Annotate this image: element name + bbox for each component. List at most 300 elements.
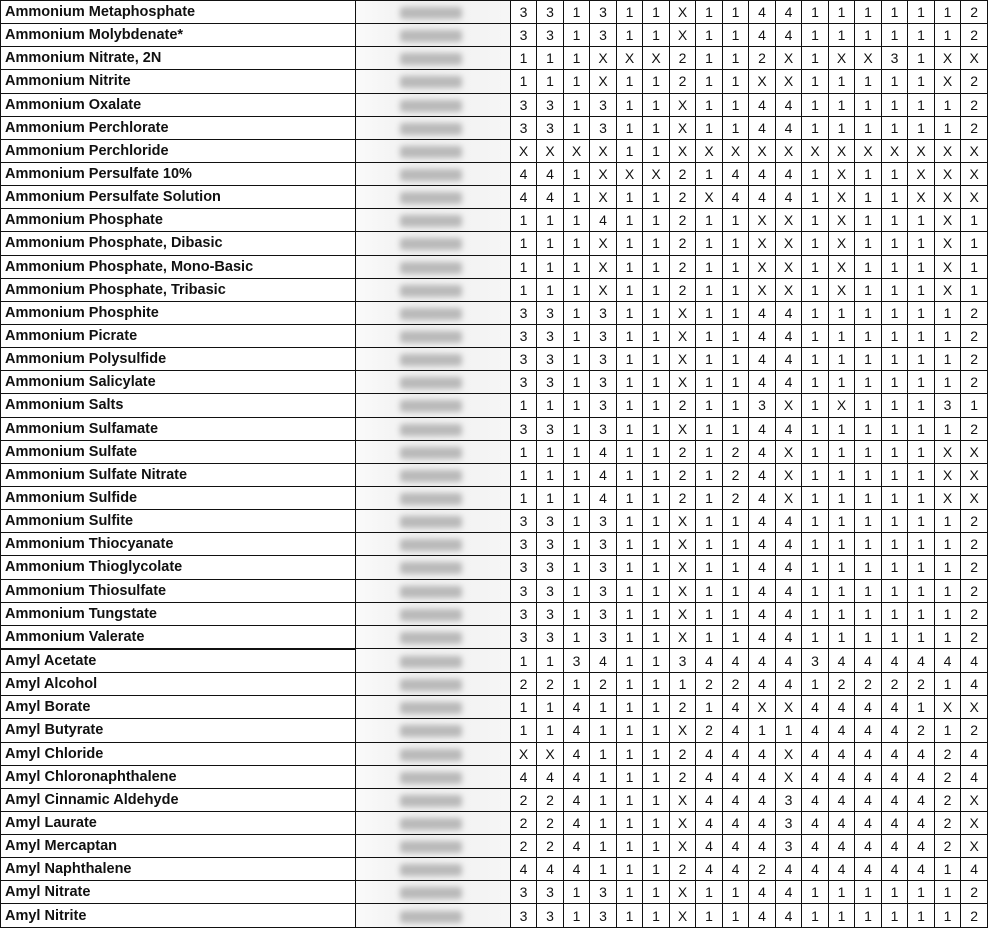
rating-cell: 1 bbox=[537, 696, 564, 719]
rating-cell: X bbox=[934, 47, 961, 70]
rating-cell: 1 bbox=[722, 70, 749, 93]
rating-cell: 1 bbox=[908, 510, 935, 533]
rating-cell: 2 bbox=[908, 719, 935, 742]
rating-cell: 1 bbox=[563, 301, 590, 324]
rating-cell: 1 bbox=[696, 417, 723, 440]
rating-cell: 3 bbox=[775, 835, 802, 858]
rating-cell: 2 bbox=[961, 533, 988, 556]
rating-cell: X bbox=[934, 70, 961, 93]
redacted-cas-number bbox=[356, 162, 510, 185]
rating-cell: 4 bbox=[696, 811, 723, 834]
rating-cell: 4 bbox=[881, 719, 908, 742]
redacted-cas-number bbox=[356, 139, 510, 162]
rating-cell: X bbox=[669, 1, 696, 24]
rating-cell: 1 bbox=[881, 255, 908, 278]
rating-cell: 1 bbox=[802, 673, 829, 696]
redacted-cas-number bbox=[356, 835, 510, 858]
rating-cell: 1 bbox=[696, 394, 723, 417]
rating-cell: 4 bbox=[828, 811, 855, 834]
redacted-cas-number bbox=[356, 673, 510, 696]
rating-cell: 1 bbox=[828, 93, 855, 116]
rating-cell: X bbox=[775, 742, 802, 765]
rating-cell: 3 bbox=[590, 510, 617, 533]
rating-cell: 1 bbox=[881, 232, 908, 255]
rating-cell: 3 bbox=[590, 533, 617, 556]
rating-cell: 2 bbox=[669, 486, 696, 509]
rating-cell: X bbox=[669, 556, 696, 579]
rating-cell: 4 bbox=[749, 673, 776, 696]
rating-cell: 4 bbox=[696, 835, 723, 858]
rating-cell: 4 bbox=[749, 742, 776, 765]
blurred-text bbox=[400, 215, 462, 227]
rating-cell: 1 bbox=[722, 394, 749, 417]
rating-cell: X bbox=[510, 139, 537, 162]
rating-cell: 3 bbox=[510, 533, 537, 556]
rating-cell: 1 bbox=[828, 881, 855, 904]
rating-cell: X bbox=[881, 139, 908, 162]
rating-cell: 4 bbox=[696, 765, 723, 788]
rating-cell: 1 bbox=[616, 278, 643, 301]
rating-cell: 3 bbox=[537, 556, 564, 579]
rating-cell: 4 bbox=[802, 811, 829, 834]
rating-cell: X bbox=[563, 139, 590, 162]
rating-cell: 1 bbox=[696, 556, 723, 579]
rating-cell: 1 bbox=[722, 904, 749, 927]
rating-cell: 1 bbox=[881, 162, 908, 185]
rating-cell: 1 bbox=[643, 742, 670, 765]
rating-cell: 4 bbox=[908, 649, 935, 673]
redacted-cas-number bbox=[356, 301, 510, 324]
rating-cell: 1 bbox=[961, 278, 988, 301]
rating-cell: 1 bbox=[643, 625, 670, 649]
rating-cell: 4 bbox=[749, 24, 776, 47]
blurred-text bbox=[400, 749, 462, 761]
rating-cell: X bbox=[643, 47, 670, 70]
rating-cell: 1 bbox=[510, 719, 537, 742]
rating-cell: 1 bbox=[881, 93, 908, 116]
rating-cell: 1 bbox=[643, 139, 670, 162]
rating-cell: 4 bbox=[908, 811, 935, 834]
rating-cell: 1 bbox=[722, 324, 749, 347]
rating-cell: X bbox=[828, 209, 855, 232]
rating-cell: 4 bbox=[775, 186, 802, 209]
rating-cell: X bbox=[934, 162, 961, 185]
rating-cell: 1 bbox=[616, 858, 643, 881]
rating-cell: 4 bbox=[775, 881, 802, 904]
blurred-text bbox=[400, 262, 462, 274]
rating-cell: 4 bbox=[855, 742, 882, 765]
chemical-name: Ammonium Salts bbox=[1, 394, 356, 417]
rating-cell: 1 bbox=[590, 719, 617, 742]
rating-cell: 1 bbox=[616, 324, 643, 347]
table-row bbox=[1, 116, 988, 139]
rating-cell: 1 bbox=[590, 742, 617, 765]
rating-cell: 3 bbox=[590, 579, 617, 602]
rating-cell: 2 bbox=[669, 394, 696, 417]
rating-cell: 3 bbox=[537, 116, 564, 139]
rating-cell: 1 bbox=[722, 1, 749, 24]
chemical-name: Ammonium Salicylate bbox=[1, 371, 356, 394]
blurred-text bbox=[400, 562, 462, 574]
rating-cell: 1 bbox=[537, 463, 564, 486]
rating-cell: 4 bbox=[749, 186, 776, 209]
rating-cell: 2 bbox=[961, 579, 988, 602]
rating-cell: 1 bbox=[802, 70, 829, 93]
rating-cell: 1 bbox=[643, 533, 670, 556]
rating-cell: 1 bbox=[643, 186, 670, 209]
rating-cell: 3 bbox=[537, 348, 564, 371]
rating-cell: X bbox=[669, 788, 696, 811]
rating-cell: 1 bbox=[616, 510, 643, 533]
rating-cell: 2 bbox=[510, 673, 537, 696]
rating-cell: 1 bbox=[696, 278, 723, 301]
rating-cell: 1 bbox=[590, 765, 617, 788]
redacted-cas-number bbox=[356, 881, 510, 904]
rating-cell: X bbox=[669, 348, 696, 371]
rating-cell: 1 bbox=[855, 278, 882, 301]
rating-cell: X bbox=[749, 139, 776, 162]
rating-cell: 4 bbox=[855, 719, 882, 742]
rating-cell: 1 bbox=[908, 24, 935, 47]
rating-cell: 1 bbox=[616, 301, 643, 324]
rating-cell: 4 bbox=[775, 417, 802, 440]
rating-cell: 4 bbox=[563, 788, 590, 811]
rating-cell: 1 bbox=[563, 533, 590, 556]
rating-cell: 1 bbox=[828, 579, 855, 602]
rating-cell: 4 bbox=[749, 510, 776, 533]
rating-cell: 1 bbox=[908, 579, 935, 602]
rating-cell: 1 bbox=[934, 417, 961, 440]
rating-cell: 1 bbox=[616, 625, 643, 649]
rating-cell: 1 bbox=[616, 255, 643, 278]
blurred-text bbox=[400, 470, 462, 482]
rating-cell: 2 bbox=[881, 673, 908, 696]
rating-cell: 1 bbox=[934, 881, 961, 904]
rating-cell: X bbox=[669, 533, 696, 556]
rating-cell: 2 bbox=[669, 186, 696, 209]
blurred-text bbox=[400, 702, 462, 714]
chemical-name: Ammonium Sulfide bbox=[1, 486, 356, 509]
chemical-name: Ammonium Metaphosphate bbox=[1, 1, 356, 24]
rating-cell: 4 bbox=[828, 649, 855, 673]
chemical-name: Ammonium Phosphate, Mono-Basic bbox=[1, 255, 356, 278]
rating-cell: 1 bbox=[510, 209, 537, 232]
rating-cell: 1 bbox=[643, 788, 670, 811]
rating-cell: 3 bbox=[510, 881, 537, 904]
redacted-cas-number bbox=[356, 186, 510, 209]
rating-cell: 4 bbox=[908, 788, 935, 811]
rating-cell: 4 bbox=[722, 765, 749, 788]
rating-cell: X bbox=[934, 186, 961, 209]
table-body bbox=[1, 1, 988, 928]
rating-cell: 4 bbox=[855, 649, 882, 673]
rating-cell: 4 bbox=[749, 301, 776, 324]
rating-cell: 2 bbox=[669, 232, 696, 255]
rating-cell: 1 bbox=[828, 556, 855, 579]
rating-cell: 1 bbox=[855, 533, 882, 556]
rating-cell: 4 bbox=[749, 486, 776, 509]
rating-cell: 2 bbox=[722, 486, 749, 509]
rating-cell: 1 bbox=[563, 70, 590, 93]
rating-cell: 1 bbox=[802, 232, 829, 255]
rating-cell: 3 bbox=[510, 93, 537, 116]
rating-cell: X bbox=[749, 278, 776, 301]
chemical-name: Amyl Mercaptan bbox=[1, 835, 356, 858]
rating-cell: 1 bbox=[828, 440, 855, 463]
chemical-name: Ammonium Nitrite bbox=[1, 70, 356, 93]
rating-cell: 4 bbox=[855, 835, 882, 858]
rating-cell: 1 bbox=[616, 116, 643, 139]
rating-cell: 2 bbox=[537, 673, 564, 696]
rating-cell: 3 bbox=[590, 1, 617, 24]
rating-cell: 1 bbox=[696, 881, 723, 904]
rating-cell: 1 bbox=[855, 625, 882, 649]
rating-cell: 1 bbox=[563, 93, 590, 116]
rating-cell: 1 bbox=[722, 93, 749, 116]
rating-cell: 1 bbox=[643, 93, 670, 116]
rating-cell: 1 bbox=[934, 301, 961, 324]
rating-cell: 1 bbox=[537, 70, 564, 93]
rating-cell: 4 bbox=[749, 162, 776, 185]
rating-cell: 3 bbox=[669, 649, 696, 673]
rating-cell: 1 bbox=[855, 70, 882, 93]
table-row bbox=[1, 904, 988, 927]
rating-cell: 2 bbox=[934, 788, 961, 811]
rating-cell: 3 bbox=[881, 47, 908, 70]
rating-cell: 4 bbox=[775, 904, 802, 927]
rating-cell: 1 bbox=[802, 278, 829, 301]
rating-cell: 1 bbox=[855, 881, 882, 904]
rating-cell: 4 bbox=[775, 625, 802, 649]
rating-cell: 1 bbox=[616, 742, 643, 765]
rating-cell: 1 bbox=[855, 209, 882, 232]
rating-cell: X bbox=[749, 255, 776, 278]
rating-cell: 1 bbox=[722, 579, 749, 602]
rating-cell: 1 bbox=[802, 162, 829, 185]
rating-cell: 1 bbox=[908, 348, 935, 371]
rating-cell: 1 bbox=[510, 486, 537, 509]
chemical-name: Ammonium Picrate bbox=[1, 324, 356, 347]
rating-cell: 1 bbox=[696, 510, 723, 533]
blurred-text bbox=[400, 609, 462, 621]
blurred-text bbox=[400, 516, 462, 528]
rating-cell: 4 bbox=[749, 649, 776, 673]
rating-cell: 4 bbox=[775, 510, 802, 533]
rating-cell: 3 bbox=[590, 301, 617, 324]
rating-cell: 4 bbox=[590, 649, 617, 673]
redacted-cas-number bbox=[356, 649, 510, 673]
rating-cell: 4 bbox=[775, 533, 802, 556]
rating-cell: 1 bbox=[696, 255, 723, 278]
rating-cell: 1 bbox=[828, 625, 855, 649]
rating-cell: 1 bbox=[563, 255, 590, 278]
chemical-name: Ammonium Sulfate bbox=[1, 440, 356, 463]
rating-cell: 1 bbox=[802, 904, 829, 927]
rating-cell: 1 bbox=[616, 24, 643, 47]
rating-cell: 1 bbox=[828, 533, 855, 556]
rating-cell: 1 bbox=[643, 602, 670, 625]
rating-cell: 4 bbox=[749, 625, 776, 649]
rating-cell: 1 bbox=[908, 116, 935, 139]
chemical-name: Ammonium Polysulfide bbox=[1, 348, 356, 371]
rating-cell: 2 bbox=[961, 70, 988, 93]
chemical-name: Ammonium Oxalate bbox=[1, 93, 356, 116]
rating-cell: 1 bbox=[855, 255, 882, 278]
rating-cell: 4 bbox=[802, 835, 829, 858]
rating-cell: 1 bbox=[908, 440, 935, 463]
rating-cell: 1 bbox=[696, 1, 723, 24]
rating-cell: 4 bbox=[775, 162, 802, 185]
rating-cell: 1 bbox=[696, 232, 723, 255]
rating-cell: 1 bbox=[881, 417, 908, 440]
rating-cell: 4 bbox=[749, 556, 776, 579]
redacted-cas-number bbox=[356, 533, 510, 556]
rating-cell: 2 bbox=[961, 116, 988, 139]
rating-cell: 4 bbox=[828, 858, 855, 881]
rating-cell: 1 bbox=[563, 579, 590, 602]
rating-cell: 4 bbox=[908, 742, 935, 765]
rating-cell: 1 bbox=[934, 348, 961, 371]
rating-cell: 3 bbox=[590, 556, 617, 579]
rating-cell: 1 bbox=[722, 255, 749, 278]
rating-cell: 1 bbox=[616, 93, 643, 116]
rating-cell: 4 bbox=[828, 835, 855, 858]
rating-cell: 1 bbox=[643, 673, 670, 696]
rating-cell: 3 bbox=[590, 881, 617, 904]
rating-cell: 1 bbox=[881, 510, 908, 533]
rating-cell: 2 bbox=[961, 348, 988, 371]
redacted-cas-number bbox=[356, 70, 510, 93]
rating-cell: X bbox=[696, 186, 723, 209]
table-row bbox=[1, 371, 988, 394]
rating-cell: 1 bbox=[590, 811, 617, 834]
rating-cell: 1 bbox=[616, 649, 643, 673]
rating-cell: 3 bbox=[510, 904, 537, 927]
rating-cell: 1 bbox=[696, 93, 723, 116]
rating-cell: X bbox=[775, 70, 802, 93]
rating-cell: 1 bbox=[802, 93, 829, 116]
rating-cell: X bbox=[590, 162, 617, 185]
rating-cell: 1 bbox=[934, 93, 961, 116]
rating-cell: 4 bbox=[908, 835, 935, 858]
rating-cell: X bbox=[510, 742, 537, 765]
rating-cell: 1 bbox=[908, 394, 935, 417]
rating-cell: 4 bbox=[775, 324, 802, 347]
rating-cell: 1 bbox=[510, 232, 537, 255]
rating-cell: 1 bbox=[802, 533, 829, 556]
rating-cell: X bbox=[590, 70, 617, 93]
rating-cell: 3 bbox=[537, 533, 564, 556]
redacted-cas-number bbox=[356, 24, 510, 47]
chemical-name: Ammonium Phosphite bbox=[1, 301, 356, 324]
rating-cell: 3 bbox=[510, 371, 537, 394]
rating-cell: 4 bbox=[855, 765, 882, 788]
rating-cell: 4 bbox=[722, 835, 749, 858]
rating-cell: 1 bbox=[722, 47, 749, 70]
chemical-name: Amyl Alcohol bbox=[1, 673, 356, 696]
rating-cell: X bbox=[775, 209, 802, 232]
blurred-text bbox=[400, 679, 462, 691]
table-row bbox=[1, 835, 988, 858]
rating-cell: 3 bbox=[537, 324, 564, 347]
rating-cell: 4 bbox=[828, 765, 855, 788]
rating-cell: 1 bbox=[563, 116, 590, 139]
blurred-text bbox=[400, 493, 462, 505]
rating-cell: 4 bbox=[563, 811, 590, 834]
table-row bbox=[1, 811, 988, 834]
rating-cell: 4 bbox=[775, 602, 802, 625]
rating-cell: X bbox=[669, 510, 696, 533]
rating-cell: 1 bbox=[934, 625, 961, 649]
rating-cell: 2 bbox=[669, 463, 696, 486]
rating-cell: 4 bbox=[749, 835, 776, 858]
rating-cell: 1 bbox=[722, 371, 749, 394]
blurred-text bbox=[400, 100, 462, 112]
rating-cell: 2 bbox=[590, 673, 617, 696]
rating-cell: 1 bbox=[934, 673, 961, 696]
blurred-text bbox=[400, 377, 462, 389]
table-row bbox=[1, 649, 988, 673]
chemical-name: Ammonium Sulfate Nitrate bbox=[1, 463, 356, 486]
rating-cell: 1 bbox=[908, 602, 935, 625]
rating-cell: 1 bbox=[934, 533, 961, 556]
rating-cell: X bbox=[961, 835, 988, 858]
rating-cell: 1 bbox=[643, 881, 670, 904]
rating-cell: 1 bbox=[828, 463, 855, 486]
rating-cell: 1 bbox=[510, 255, 537, 278]
rating-cell: 1 bbox=[563, 162, 590, 185]
rating-cell: X bbox=[643, 162, 670, 185]
rating-cell: 1 bbox=[696, 209, 723, 232]
blurred-text bbox=[400, 308, 462, 320]
rating-cell: X bbox=[669, 116, 696, 139]
rating-cell: 1 bbox=[590, 858, 617, 881]
chemical-name: Ammonium Tungstate bbox=[1, 602, 356, 625]
rating-cell: 4 bbox=[590, 209, 617, 232]
rating-cell: 3 bbox=[563, 649, 590, 673]
rating-cell: 2 bbox=[961, 881, 988, 904]
rating-cell: 4 bbox=[590, 486, 617, 509]
rating-cell: 2 bbox=[669, 70, 696, 93]
redacted-cas-number bbox=[356, 556, 510, 579]
chemical-name: Amyl Laurate bbox=[1, 811, 356, 834]
rating-cell: 2 bbox=[908, 673, 935, 696]
rating-cell: 1 bbox=[537, 719, 564, 742]
rating-cell: 1 bbox=[510, 47, 537, 70]
rating-cell: X bbox=[934, 278, 961, 301]
rating-cell: 4 bbox=[563, 858, 590, 881]
rating-cell: 1 bbox=[855, 116, 882, 139]
chemical-name: Ammonium Persulfate 10% bbox=[1, 162, 356, 185]
rating-cell: 1 bbox=[643, 579, 670, 602]
rating-cell: 1 bbox=[802, 1, 829, 24]
blurred-text bbox=[400, 192, 462, 204]
rating-cell: X bbox=[669, 881, 696, 904]
rating-cell: 1 bbox=[881, 533, 908, 556]
rating-cell: 1 bbox=[908, 625, 935, 649]
rating-cell: 3 bbox=[537, 417, 564, 440]
rating-cell: 4 bbox=[828, 719, 855, 742]
rating-cell: 1 bbox=[616, 209, 643, 232]
rating-cell: 1 bbox=[616, 186, 643, 209]
rating-cell: X bbox=[934, 440, 961, 463]
rating-cell: 1 bbox=[828, 904, 855, 927]
rating-cell: 1 bbox=[855, 579, 882, 602]
rating-cell: 1 bbox=[643, 371, 670, 394]
rating-cell: 3 bbox=[537, 371, 564, 394]
rating-cell: 2 bbox=[934, 765, 961, 788]
rating-cell: 1 bbox=[722, 348, 749, 371]
